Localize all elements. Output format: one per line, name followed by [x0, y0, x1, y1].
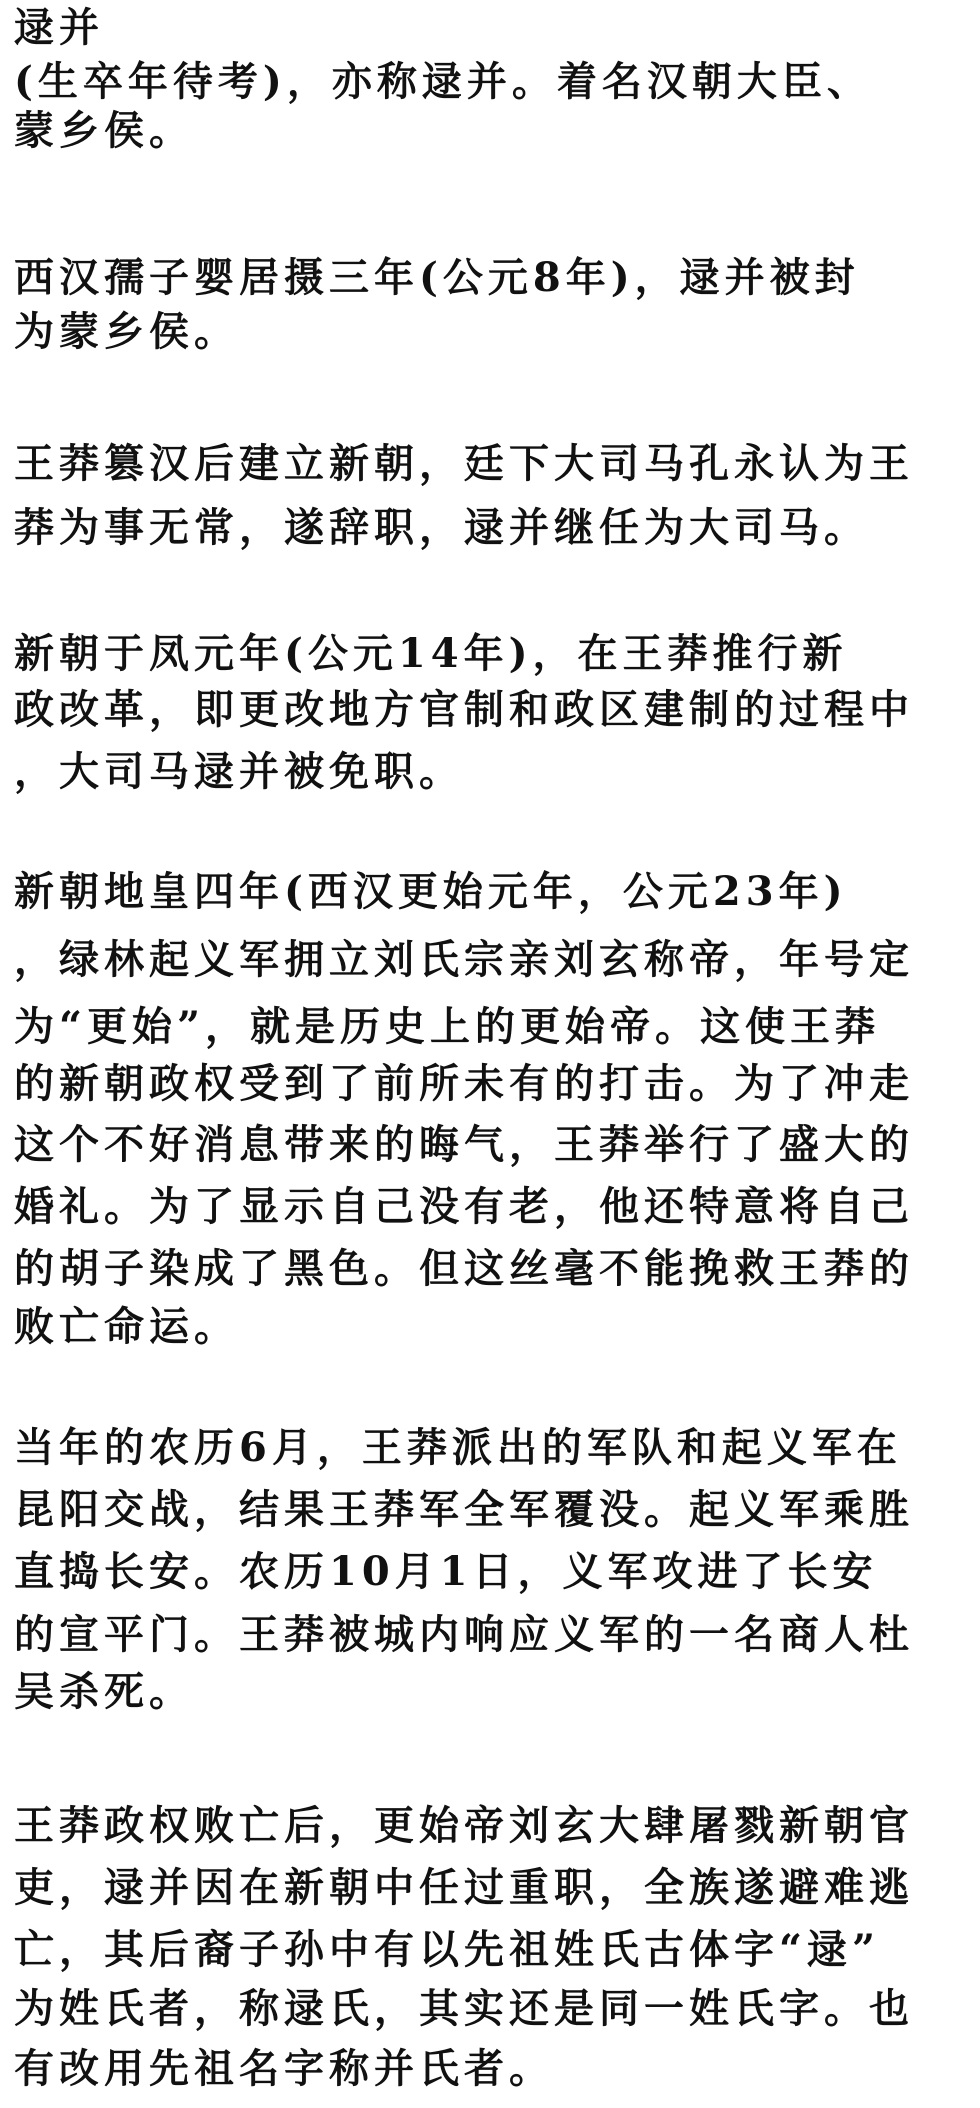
text-line: 王莽篡汉后建立新朝，廷下大司马孔永认为王 — [14, 440, 914, 487]
text-line: ，大司马逯并被免职。 — [14, 748, 464, 795]
text-line: 昆阳交战，结果王莽军全军覆没。起义军乘胜 — [14, 1486, 914, 1533]
text-line: 为姓氏者，称逯氏，其实还是同一姓氏字。也 — [14, 1985, 914, 2032]
text-line: 王莽政权败亡后，更始帝刘玄大肆屠戮新朝官 — [14, 1802, 914, 1849]
text-line: 败亡命运。 — [14, 1303, 239, 1350]
text-line: 为蒙乡侯。 — [14, 308, 239, 355]
text-line: 吴杀死。 — [14, 1668, 194, 1715]
text-line: 新朝地皇四年(西汉更始元年，公元23年) — [14, 868, 848, 915]
text-line: 吏，逯并因在新朝中任过重职，全族遂避难逃 — [14, 1864, 914, 1911]
text-line: 蒙乡侯。 — [14, 107, 194, 154]
text-line: 当年的农历6月，王莽派出的军队和起义军在 — [14, 1424, 902, 1471]
text-line: 婚礼。为了显示自己没有老，他还特意将自己 — [14, 1183, 914, 1230]
text-line: 的宣平门。王莽被城内响应义军的一名商人杜 — [14, 1611, 914, 1658]
text-line: 政改革，即更改地方官制和政区建制的过程中 — [14, 686, 914, 733]
text-line: 亡，其后裔子孙中有以先祖姓氏古体字“逯” — [14, 1926, 881, 1973]
text-line: 新朝于凤元年(公元14年)，在王莽推行新 — [14, 630, 848, 677]
heading-title: 逯并 — [14, 4, 104, 51]
text-line: 这个不好消息带来的晦气，王莽举行了盛大的 — [14, 1121, 914, 1168]
text-line: 的新朝政权受到了前所未有的打击。为了冲走 — [14, 1060, 914, 1107]
text-line: 为“更始”，就是历史上的更始帝。这使王莽 — [14, 1003, 881, 1050]
text-line: ，绿林起义军拥立刘氏宗亲刘玄称帝，年号定 — [14, 936, 914, 983]
text-line: 有改用先祖名字称并氏者。 — [14, 2045, 554, 2092]
text-line: 莽为事无常，遂辞职，逯并继任为大司马。 — [14, 504, 869, 551]
text-line: 西汉孺子婴居摄三年(公元8年)，逯并被封 — [14, 254, 860, 301]
text-line: 直捣长安。农历10月1日，义军攻进了长安 — [14, 1548, 878, 1595]
text-line: 的胡子染成了黑色。但这丝毫不能挽救王莽的 — [14, 1245, 914, 1292]
text-line: (生卒年待考)，亦称逯并。着名汉朝大臣、 — [14, 58, 872, 105]
